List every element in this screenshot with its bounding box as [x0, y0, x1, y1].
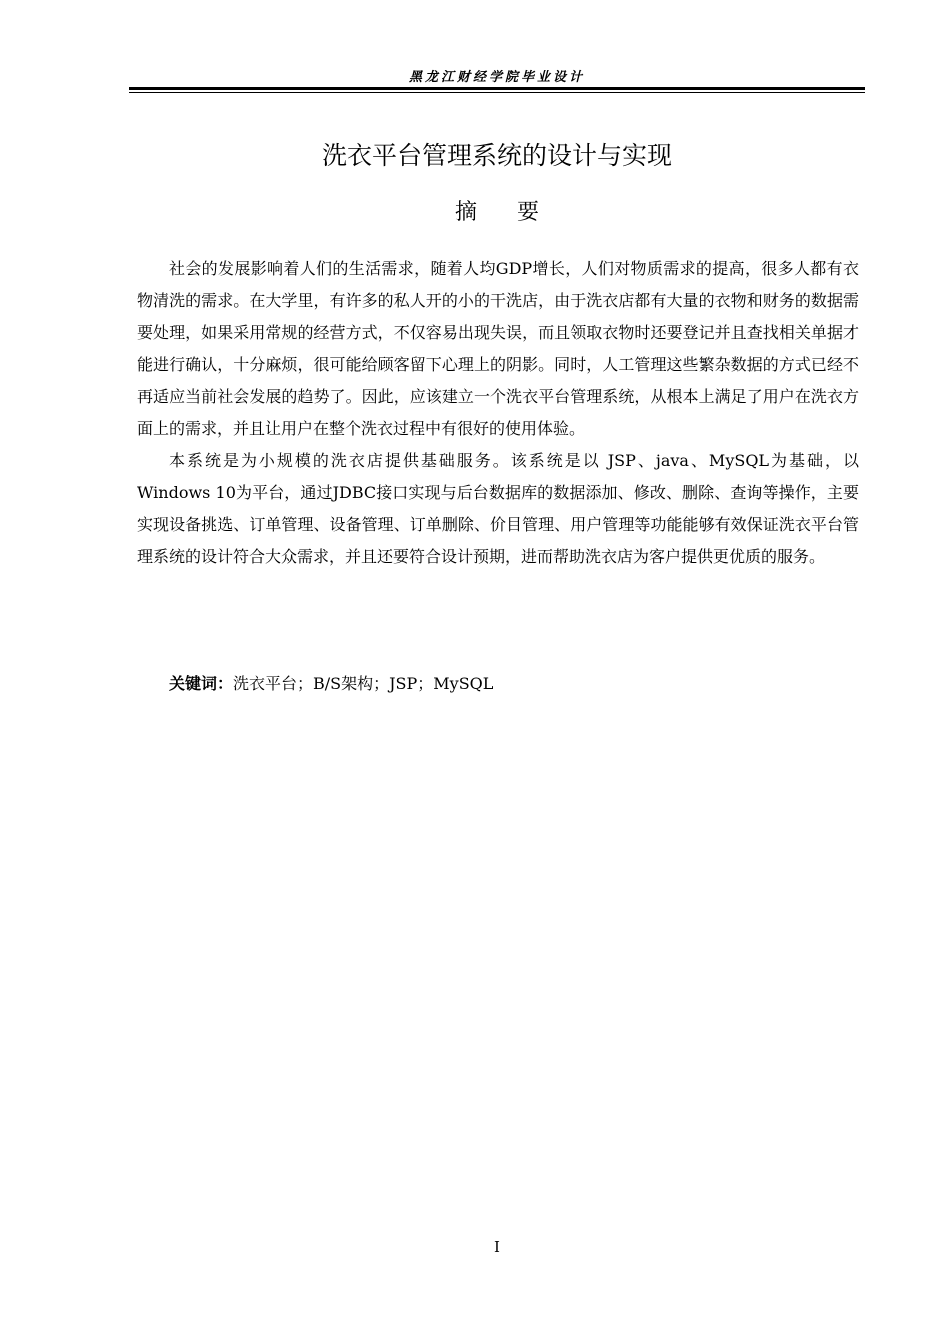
keywords-value: 洗衣平台；B/S架构；JSP；MySQL — [233, 674, 494, 693]
abstract-body — [137, 253, 859, 573]
running-header: 黑龙江财经学院毕业设计 — [408, 70, 585, 85]
keywords-label: 关键词： — [169, 674, 234, 693]
header-rule-thick — [129, 87, 865, 90]
abstract-paragraph-2: 本系统是为小规模的洗衣店提供基础服务。该系统是以 JSP、java、MySQL为基础，以Windows 10为平台，通过JDBC接口实现与后台数据库的数据添加、修改、删除、查询等操作，主要实现设备挑选、订单管理、设备管理、订单删除、价目管理、用户管理等功能能够有效保证洗衣平台管理系统的设计符合大众需求，并且还要符合设计预期，进而帮助洗衣店为客户提供更优质的服务。 — [137, 451, 859, 566]
page-number: I — [494, 1238, 500, 1256]
paper-title: 洗衣平台管理系统的设计与实现 — [321, 141, 672, 170]
keywords-line — [169, 668, 859, 700]
abstract-paragraph-1: 社会的发展影响着人们的生活需求，随着人均GDP增长，人们对物质需求的提高，很多人都有衣物清洗的需求。在大学里，有许多的私人开的小的干洗店，由于洗衣店都有大量的衣物和财务的数据需要处理，如果采用常规的经营方式，不仅容易出现失误，而且领取衣物时还要登记并且查找相关单据才能进行确认，十分麻烦，很可能给顾客留下心理上的阴影。同时，人工管理这些繁杂数据的方式已经不再适应当前社会发展的趋势了。因此，应该建立一个洗衣平台管理系统，从根本上满足了用户在洗衣方面上的需求，并且让用户在整个洗衣过程中有很好的使用体验。 — [137, 259, 859, 438]
abstract-heading: 摘要 — [454, 200, 579, 225]
header-rule-thin — [129, 92, 865, 93]
